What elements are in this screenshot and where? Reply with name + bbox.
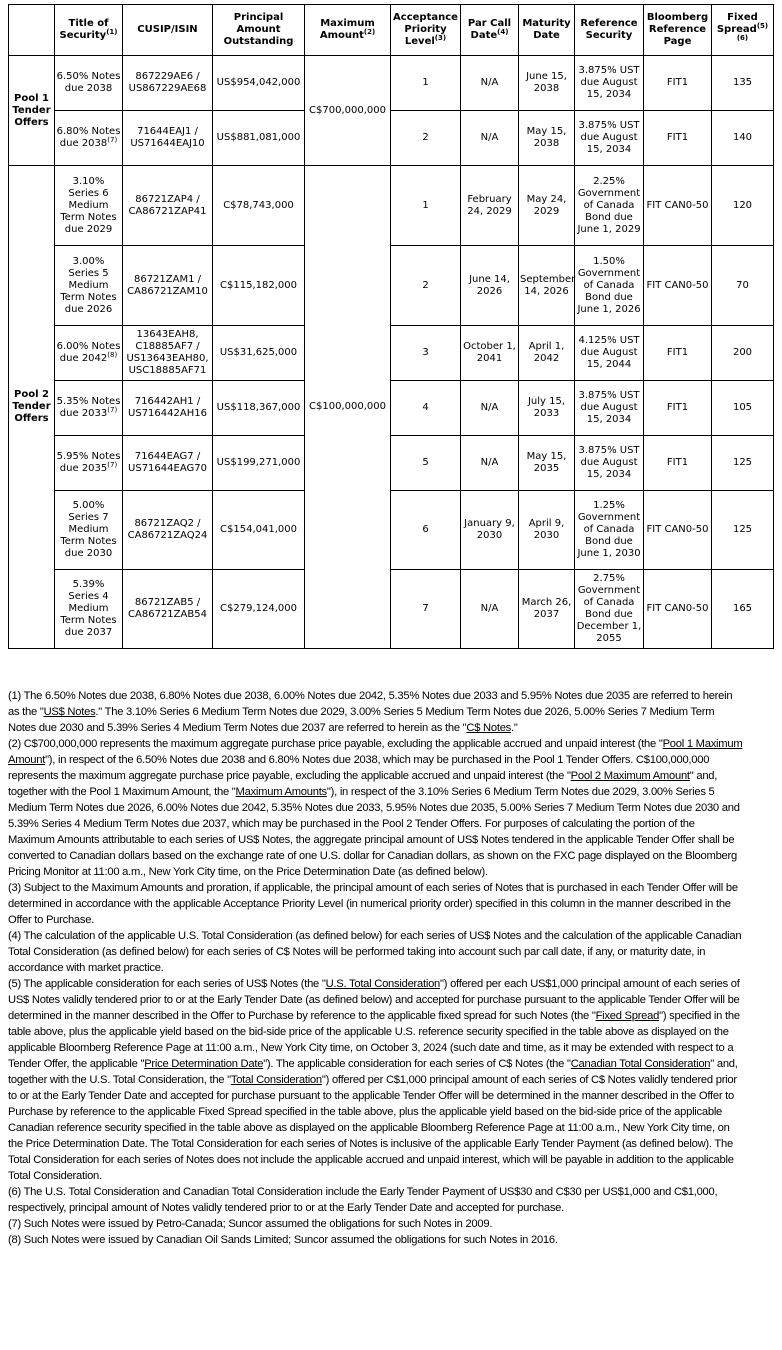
cell-par-call: N/A bbox=[461, 111, 519, 166]
cell-principal: US$31,625,000 bbox=[213, 326, 305, 381]
table-row bbox=[9, 166, 774, 246]
cell-fixed-spread: 125 bbox=[712, 436, 774, 491]
cell-fixed-spread: 70 bbox=[712, 246, 774, 326]
footnotes bbox=[8, 688, 743, 1248]
footnote-1: (1) The 6.50% Notes due 2038, 6.80% Notes due 2038, 6.00% Notes due 2042, 5.35% Notes due 2033 and 5.95% Notes due 2035 are referred to herein as the "US$ Notes." The 3.10% Series 6 Medium Term Notes due 2029, 3.00% Series 5 Medium Term Notes due 2026, 5.00% Series 7 Medium Term Notes due 2030 and 5.39% Series 4 Medium Term Notes due 2037 are referred to herein as the "C$ Notes." bbox=[8, 690, 733, 734]
cell-bloomberg-page: FIT CAN0-50 bbox=[644, 166, 712, 246]
cell-maturity: September 14, 2026 bbox=[519, 246, 575, 326]
pool-label: Pool 1 Tender Offers bbox=[9, 56, 55, 166]
cell-maturity: April 9, 2030 bbox=[519, 491, 575, 570]
cell-bloomberg-page: FIT CAN0-50 bbox=[644, 246, 712, 326]
cell-priority: 6 bbox=[391, 491, 461, 570]
cell-fixed-spread: 125 bbox=[712, 491, 774, 570]
cell-reference: 3.875% UST due August 15, 2034 bbox=[575, 436, 644, 491]
cell-reference: 3.875% UST due August 15, 2034 bbox=[575, 111, 644, 166]
cell-bloomberg-page: FIT CAN0-50 bbox=[644, 491, 712, 570]
header-row bbox=[9, 5, 774, 56]
header-maturity: Maturity Date bbox=[519, 5, 575, 56]
cell-priority: 1 bbox=[391, 56, 461, 111]
cell-priority: 1 bbox=[391, 166, 461, 246]
cell-cusip: 86721ZAQ2 / CA86721ZAQ24 bbox=[123, 491, 213, 570]
term-price-determination-date: Price Determination Date bbox=[144, 1058, 264, 1070]
cell-bloomberg-page: FIT CAN0-50 bbox=[644, 570, 712, 649]
cell-bloomberg-page: FIT1 bbox=[644, 56, 712, 111]
cell-principal: US$954,042,000 bbox=[213, 56, 305, 111]
cell-bloomberg-page: FIT1 bbox=[644, 326, 712, 381]
cell-principal: US$199,271,000 bbox=[213, 436, 305, 491]
cell-principal: C$279,124,000 bbox=[213, 570, 305, 649]
term-fixed-spread: Fixed Spread bbox=[595, 1010, 660, 1022]
cell-maturity: March 26, 2037 bbox=[519, 570, 575, 649]
cell-principal: US$118,367,000 bbox=[213, 381, 305, 436]
cell-fixed-spread: 105 bbox=[712, 381, 774, 436]
cell-maturity: June 15, 2038 bbox=[519, 56, 575, 111]
cell-principal: C$78,743,000 bbox=[213, 166, 305, 246]
cell-priority: 3 bbox=[391, 326, 461, 381]
footnote-3: (3) Subject to the Maximum Amounts and proration, if applicable, the principal amount of each series of Notes that is purchased in each Tender Offer will be determined in accordance with the applicable Acceptance Priority Level (in numerical priority order) specified in this column in the manner described in the Offer to Purchase. bbox=[8, 882, 738, 926]
header-par-call: Par Call Date$^{(4)}$ bbox=[461, 5, 519, 56]
cell-cusip: 86721ZAB5 / CA86721ZAB54 bbox=[123, 570, 213, 649]
cell-par-call: October 1, 2041 bbox=[461, 326, 519, 381]
cell-max-amount: C$100,000,000 bbox=[305, 166, 391, 649]
cell-fixed-spread: 120 bbox=[712, 166, 774, 246]
header-reference: Reference Security bbox=[575, 5, 644, 56]
cell-principal: US$881,081,000 bbox=[213, 111, 305, 166]
cell-priority: 7 bbox=[391, 570, 461, 649]
cell-max-amount: C$700,000,000 bbox=[305, 56, 391, 166]
header-principal: Principal Amount Outstanding bbox=[213, 5, 305, 56]
footnote-8: (8) Such Notes were issued by Canadian Oil Sands Limited; Suncor assumed the obligations for such Notes in 2016. bbox=[8, 1234, 558, 1246]
term-canadian-total-consideration: Canadian Total Consideration bbox=[570, 1058, 711, 1070]
cell-bloomberg-page: FIT1 bbox=[644, 436, 712, 491]
cell-title: 6.80% Notes due 2038$^{(7)}$ bbox=[55, 111, 123, 166]
table-row bbox=[9, 111, 774, 166]
term-pool1-max: Pool 1 Maximum Amount bbox=[8, 738, 743, 766]
term-total-consideration: Total Consideration bbox=[230, 1074, 322, 1086]
term-max-amounts: Maximum Amounts bbox=[235, 786, 327, 798]
cell-maturity: April 1, 2042 bbox=[519, 326, 575, 381]
cell-priority: 5 bbox=[391, 436, 461, 491]
cell-fixed-spread: 165 bbox=[712, 570, 774, 649]
cell-reference: 2.25% Government of Canada Bond due June 1, 2029 bbox=[575, 166, 644, 246]
cell-priority: 2 bbox=[391, 246, 461, 326]
cell-title: 3.00% Series 5 Medium Term Notes due 2026 bbox=[55, 246, 123, 326]
header-cusip: CUSIP/ISIN bbox=[123, 5, 213, 56]
cell-cusip: 867229AE6 / US867229AE68 bbox=[123, 56, 213, 111]
cell-title: 6.50% Notes due 2038 bbox=[55, 56, 123, 111]
cell-fixed-spread: 135 bbox=[712, 56, 774, 111]
cell-priority: 4 bbox=[391, 381, 461, 436]
cell-title: 5.35% Notes due 2033$^{(7)}$ bbox=[55, 381, 123, 436]
term-usd-notes: US$ Notes bbox=[43, 706, 96, 718]
header-spread: Fixed Spread$^{(5) (6)}$ bbox=[712, 5, 774, 56]
cell-reference: 3.875% UST due August 15, 2034 bbox=[575, 381, 644, 436]
footnote-4: (4) The calculation of the applicable U.S. Total Consideration (as defined below) for each series of US$ Notes and the calculation of the applicable Canadian Total Consideration (as defined below) for each series of C$ Notes will be performed taking into account such par call date, if any, or maturity date, in accordance with market practice. bbox=[8, 930, 742, 974]
footnote-7: (7) Such Notes were issued by Petro-Canada; Suncor assumed the obligations for such Notes in 2009. bbox=[8, 1218, 493, 1230]
tender-offers-table bbox=[8, 4, 774, 649]
header-title: Title of Security$^{(1)}$ bbox=[55, 5, 123, 56]
cell-cusip: 716442AH1 / US716442AH16 bbox=[123, 381, 213, 436]
cell-title: 6.00% Notes due 2042$^{(8)}$ bbox=[55, 326, 123, 381]
cell-par-call: February 24, 2029 bbox=[461, 166, 519, 246]
cell-cusip: 71644EAJ1 / US71644EAJ10 bbox=[123, 111, 213, 166]
cell-priority: 2 bbox=[391, 111, 461, 166]
cell-principal: C$154,041,000 bbox=[213, 491, 305, 570]
cell-bloomberg-page: FIT1 bbox=[644, 381, 712, 436]
term-us-total-consideration: U.S. Total Consideration bbox=[325, 978, 441, 990]
cell-title: 5.00% Series 7 Medium Term Notes due 2030 bbox=[55, 491, 123, 570]
term-cad-notes: C$ Notes bbox=[466, 722, 512, 734]
cell-fixed-spread: 140 bbox=[712, 111, 774, 166]
footnote-5: (5) The applicable consideration for each series of US$ Notes (the "U.S. Total Consideration") offered per each US$1,000 principal amount of each series of US$ Notes validly tendered prior to or at the Early Tender Date (as defined below) and accepted for purchase pursuant to the applicable Tender Offer will be determined in the manner described in the Offer to Purchase by reference to the applicable fixed spread for such Notes (the "Fixed Spread") specified in the table above, plus the applicable yield based on the bid-side price of the applicable U.S. reference security specified in the table above as displayed on the applicable Bloomberg Reference Page at 11:00 a.m., New York City time, on October 3, 2024 (such date and time, as it may be extended with respect to a Tender Offer, the applicable "Price Determination Date"). The applicable consideration for each series of C$ Notes (the "Canadian Total Consideration" and, together with the U.S. Total Consideration, the "Total Consideration") offered per C$1,000 principal amount of each series of C$ Notes validly tendered prior to or at the Early Tender Date and accepted for purchase pursuant to the applicable Tender Offer will be determined in the manner described in the Offer to Purchase by reference to the applicable Fixed Spread specified in the table above, plus the applicable yield based on the bid-side price of the applicable Canadian reference security specified in the table above as displayed on the applicable Bloomberg Reference Page at 11:00 a.m., New York City time, on the Price Determination Date. The Total Consideration for each series of Notes is inclusive of the applicable Early Tender Payment (as defined below). The Total Consideration for each series of Notes does not include the applicable accrued and unpaid interest, which will be payable in addition to the applicable Total Consideration. bbox=[8, 978, 740, 1182]
table-row bbox=[9, 436, 774, 491]
cell-reference: 1.50% Government of Canada Bond due June 1, 2026 bbox=[575, 246, 644, 326]
cell-par-call: N/A bbox=[461, 570, 519, 649]
cell-par-call: N/A bbox=[461, 436, 519, 491]
cell-reference: 2.75% Government of Canada Bond due December 1, 2055 bbox=[575, 570, 644, 649]
header-bloomberg: Bloomberg Reference Page bbox=[644, 5, 712, 56]
table-row bbox=[9, 56, 774, 111]
header-blank bbox=[9, 5, 55, 56]
cell-reference: 1.25% Government of Canada Bond due June 1, 2030 bbox=[575, 491, 644, 570]
cell-par-call: N/A bbox=[461, 56, 519, 111]
table-row bbox=[9, 381, 774, 436]
cell-par-call: June 14, 2026 bbox=[461, 246, 519, 326]
cell-bloomberg-page: FIT1 bbox=[644, 111, 712, 166]
cell-title: 5.95% Notes due 2035$^{(7)}$ bbox=[55, 436, 123, 491]
footnote-2: (2) C$700,000,000 represents the maximum aggregate purchase price payable, excluding the applicable accrued and unpaid interest (the "Pool 1 Maximum Amount"), in respect of the 6.50% Notes due 2038 and 6.80% Notes due 2038, which may be purchased in the Pool 1 Tender Offers. C$100,000,000 represents the maximum aggregate purchase price payable, excluding the applicable accrued and unpaid interest (the "Pool 2 Maximum Amount" and, together with the Pool 1 Maximum Amount, the "Maximum Amounts"), in respect of the 3.10% Series 6 Medium Term Notes due 2029, 3.00% Series 5 Medium Term Notes due 2026, 6.00% Notes due 2042, 5.35% Notes due 2033, 5.95% Notes due 2035, 5.00% Series 7 Medium Term Notes due 2030 and 5.39% Series 4 Medium Term Notes due 2037, which may be purchased in the Pool 2 Tender Offers. For purposes of calculating the portion of the Maximum Amounts attributable to each series of US$ Notes, the aggregate principal amount of US$ Notes tendered in the applicable Tender Offer shall be converted to Canadian dollars based on the exchange rate of one U.S. dollar for Canadian dollars, as shown on the FXC page displayed on the Bloomberg Pricing Monitor at 11:00 a.m., New York City time, on the Price Determination Date (as defined below). bbox=[8, 738, 743, 878]
cell-title: 5.39% Series 4 Medium Term Notes due 2037 bbox=[55, 570, 123, 649]
cell-principal: C$115,182,000 bbox=[213, 246, 305, 326]
table-row bbox=[9, 246, 774, 326]
header-priority: Acceptance Priority Level$^{(3)}$ bbox=[391, 5, 461, 56]
cell-cusip: 86721ZAM1 / CA86721ZAM10 bbox=[123, 246, 213, 326]
cell-title: 3.10% Series 6 Medium Term Notes due 2029 bbox=[55, 166, 123, 246]
cell-reference: 4.125% UST due August 15, 2044 bbox=[575, 326, 644, 381]
cell-reference: 3.875% UST due August 15, 2034 bbox=[575, 56, 644, 111]
cell-maturity: May 15, 2035 bbox=[519, 436, 575, 491]
header-max-amount: Maximum Amount$^{(2)}$ bbox=[305, 5, 391, 56]
cell-cusip: 86721ZAP4 / CA86721ZAP41 bbox=[123, 166, 213, 246]
cell-maturity: July 15, 2033 bbox=[519, 381, 575, 436]
table-row bbox=[9, 491, 774, 570]
pool-label: Pool 2 Tender Offers bbox=[9, 166, 55, 649]
table-row bbox=[9, 570, 774, 649]
cell-maturity: May 24, 2029 bbox=[519, 166, 575, 246]
cell-cusip: 71644EAG7 / US71644EAG70 bbox=[123, 436, 213, 491]
term-pool2-max: Pool 2 Maximum Amount bbox=[570, 770, 690, 782]
cell-par-call: N/A bbox=[461, 381, 519, 436]
cell-par-call: January 9, 2030 bbox=[461, 491, 519, 570]
footnote-6: (6) The U.S. Total Consideration and Canadian Total Consideration include the Early Tender Payment of US$30 and C$30 per US$1,000 and C$1,000, respectively, principal amount of Notes validly tendered prior to or at the Early Tender Date and accepted for purchase. bbox=[8, 1186, 718, 1214]
cell-fixed-spread: 200 bbox=[712, 326, 774, 381]
table-row bbox=[9, 326, 774, 381]
cell-maturity: May 15, 2038 bbox=[519, 111, 575, 166]
cell-cusip: 13643EAH8, C18885AF7 / US13643EAH80, USC18885AF71 bbox=[123, 326, 213, 381]
